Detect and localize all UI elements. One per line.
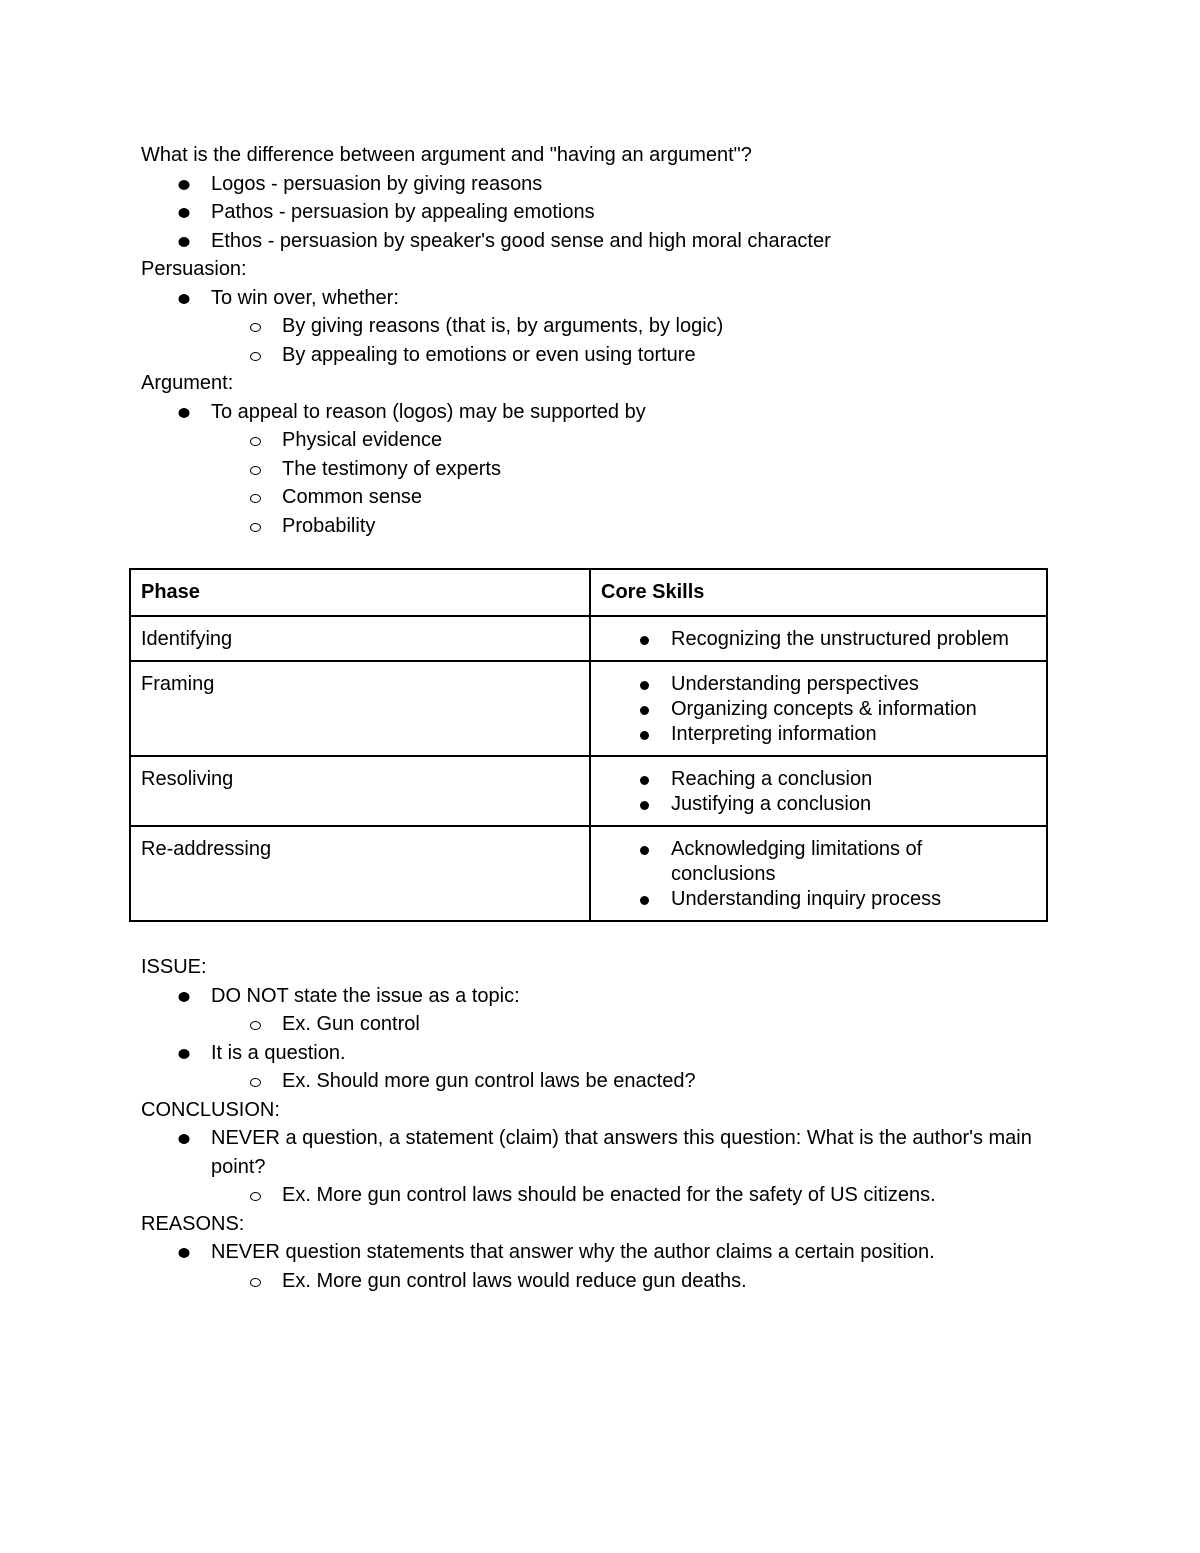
bullet-icon [640,776,649,785]
sub-list-item: Ex. Should more gun control laws be enacted? [141,1067,1061,1096]
skill-item: Recognizing the unstructured problem [601,627,1036,652]
bullet-icon [179,237,190,247]
sub-list-item: By giving reasons (that is, by arguments, by logic) [141,312,1061,341]
circle-bullet-icon [250,1192,261,1201]
table-row [130,826,1047,921]
skills-cell [590,661,1047,756]
skill-item: Understanding inquiry process [601,887,1036,912]
phase-cell: Framing [130,661,590,756]
sub-list-item: Ex. More gun control laws would reduce gun deaths. [141,1267,1061,1296]
bullet-icon [179,1134,190,1144]
bullet-icon [179,208,190,218]
sub-list-item: By appealing to emotions or even using torture [141,341,1061,370]
skill-item: Reaching a conclusion [601,767,1036,792]
table-row [130,756,1047,826]
circle-bullet-icon [250,437,261,446]
sub-list-item: Ex. Gun control [141,1010,1061,1039]
list-item: NEVER question statements that answer why the author claims a certain position. [141,1238,1061,1267]
list-item: To win over, whether: [141,284,1061,313]
bullet-icon [640,846,649,855]
persuasion-heading: Persuasion: [141,258,247,280]
skill-item: Interpreting information [601,722,1036,747]
sub-list-item: The testimony of experts [141,455,1061,484]
sub-list-item: Physical evidence [141,426,1061,455]
skills-cell [590,616,1047,661]
phase-skills-table [129,568,1048,922]
bullet-icon [179,408,190,418]
list-item: Ethos - persuasion by speaker's good sense and high moral character [141,227,1061,256]
intro-question: What is the difference between argument and "having an argument"? [141,144,752,166]
circle-bullet-icon [250,494,261,503]
bullet-icon [179,1049,190,1059]
notes-top [141,141,1061,540]
table-row [130,616,1047,661]
bullet-icon [640,706,649,715]
circle-bullet-icon [250,1278,261,1287]
table-row [130,661,1047,756]
bullet-icon [179,180,190,190]
sub-list-item: Common sense [141,483,1061,512]
bullet-icon [179,1248,190,1258]
reasons-heading: REASONS: [141,1212,245,1235]
skills-cell [590,826,1047,921]
sub-list-item: Ex. More gun control laws should be enacted for the safety of US citizens. [141,1181,1061,1210]
list-item: To appeal to reason (logos) may be supported by [141,398,1061,427]
skill-item: Organizing concepts & information [601,697,1036,722]
skill-item: Justifying a conclusion [601,792,1036,817]
skills-cell [590,756,1047,826]
argument-heading: Argument: [141,372,234,394]
list-item: It is a question. [141,1039,1061,1068]
bullet-icon [179,294,190,304]
bullet-icon [640,801,649,810]
bullet-icon [640,681,649,690]
list-item: NEVER a question, a statement (claim) that answers this question: What is the author's main point? [141,1124,1061,1181]
bullet-icon [640,896,649,905]
table-header-core-skills: Core Skills [590,569,1047,616]
skill-item: Understanding perspectives [601,672,1036,697]
circle-bullet-icon [250,466,261,475]
notes-bottom [141,953,1061,1295]
table-header-row [130,569,1047,616]
conclusion-heading: CONCLUSION: [141,1098,280,1121]
phase-cell: Re-addressing [130,826,590,921]
phase-cell: Identifying [130,616,590,661]
circle-bullet-icon [250,352,261,361]
table-header-phase: Phase [130,569,590,616]
circle-bullet-icon [250,1021,261,1030]
issue-heading: ISSUE: [141,956,207,978]
bullet-icon [640,636,649,645]
circle-bullet-icon [250,1078,261,1087]
skill-item: Acknowledging limitations of conclusions [601,837,1036,887]
circle-bullet-icon [250,323,261,332]
sub-list-item: Probability [141,512,1061,541]
list-item: Logos - persuasion by giving reasons [141,170,1061,199]
circle-bullet-icon [250,523,261,532]
list-item: DO NOT state the issue as a topic: [141,982,1061,1011]
bullet-icon [179,992,190,1002]
phase-cell: Resoliving [130,756,590,826]
bullet-icon [640,731,649,740]
list-item: Pathos - persuasion by appealing emotions [141,198,1061,227]
